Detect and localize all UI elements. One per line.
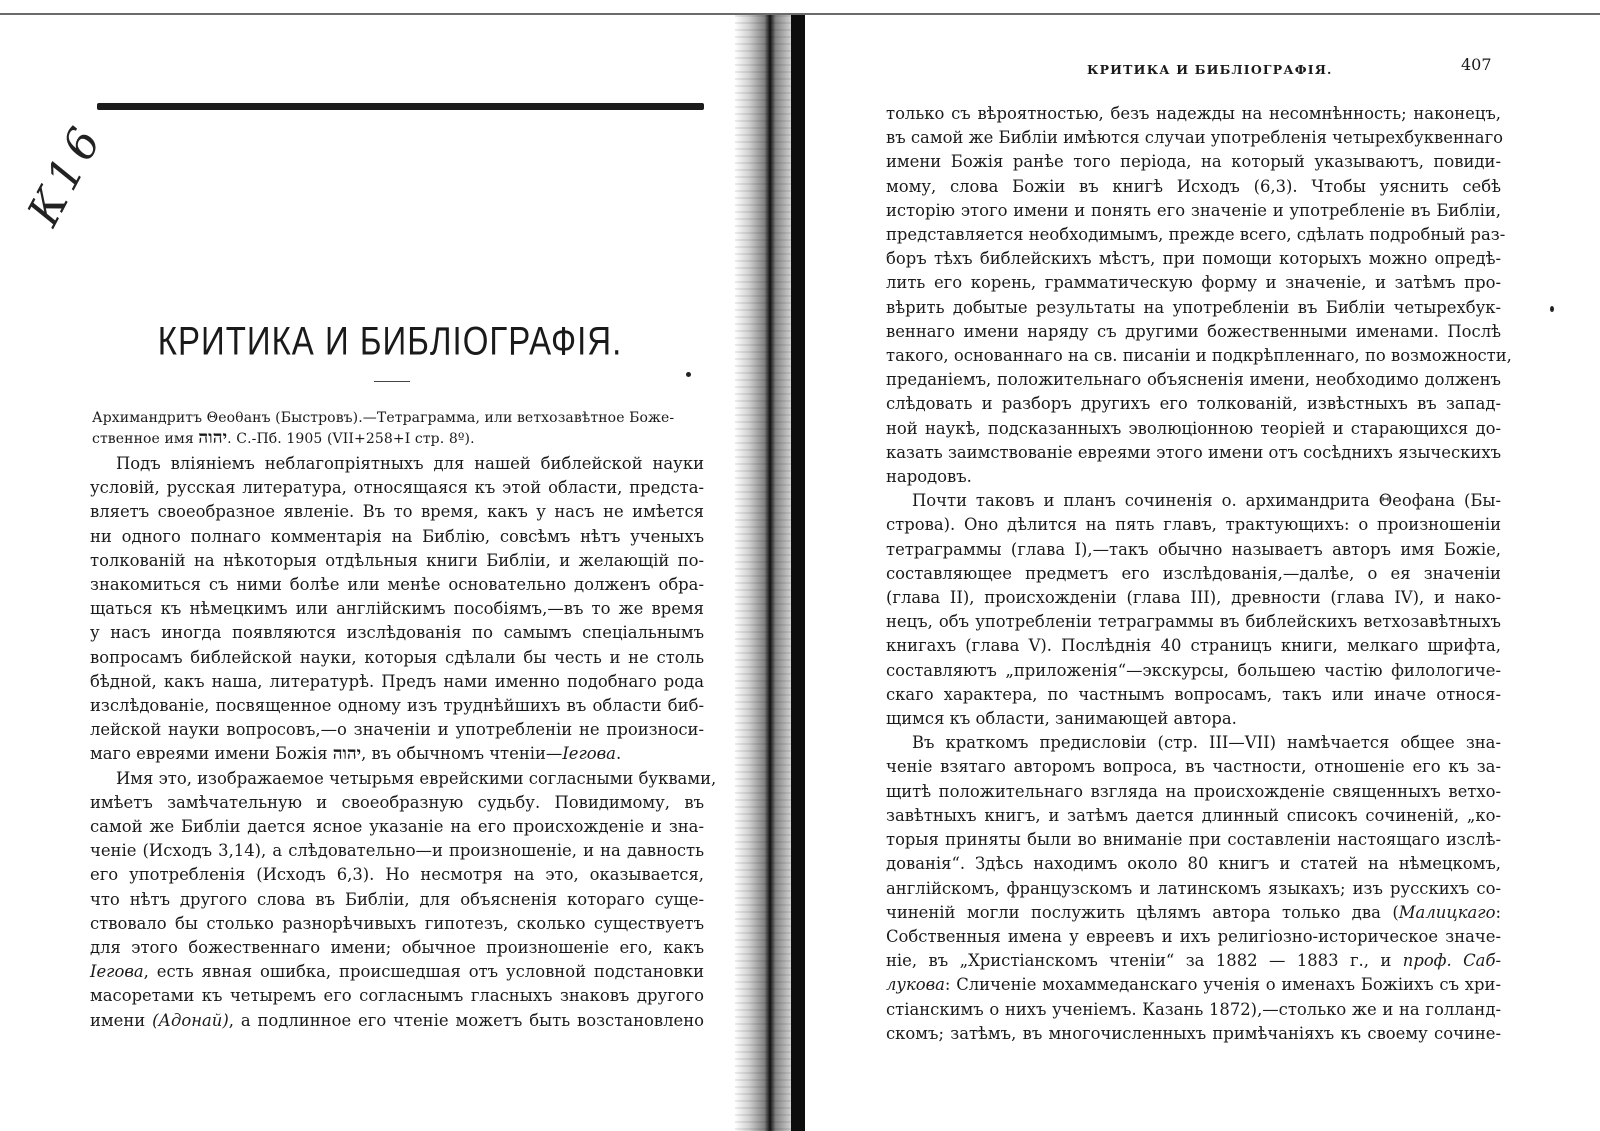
text-line: строва). Оно дѣлится на пять главъ, трактующихъ: о произношеніи xyxy=(886,515,1501,535)
text-line: толкованій на нѣкоторыя отдѣльныя книги Библіи, и желающій по- xyxy=(90,550,704,570)
text-line: ни одного полнаго комментарія на Библію, совсѣмъ нѣтъ ученыхъ xyxy=(90,526,704,546)
text-line: щимся къ области, занимающей автора. xyxy=(886,709,1237,729)
text-line: самой же Библіи дается ясное указаніе на его происхожденіе и зна- xyxy=(90,817,704,837)
book-spine-shadow xyxy=(791,15,805,1131)
text-line: народовъ. xyxy=(886,467,972,487)
right-body-text xyxy=(886,102,1512,1046)
text-line: имѣетъ замѣчательную и своеобразную судьбу. Повидимому, въ xyxy=(90,792,704,812)
text-line: Почти таковъ и планъ сочиненія о. архимандрита Θеофана (Бы- xyxy=(912,491,1501,511)
text-line: масоретами къ четыремъ его согласнымъ гласныхъ знаковъ другого xyxy=(90,986,704,1006)
text-line: Подъ вліяніемъ неблагопріятныхъ для нашей библейской науки xyxy=(116,454,704,473)
text-line: боръ тѣхъ библейскихъ мѣстъ, при помощи которыхъ можно опредѣ- xyxy=(886,249,1501,269)
text-line: составляющее предметъ его изслѣдованія,—далѣе, о ея значеніи xyxy=(886,563,1501,583)
text-line: Іегова, есть явная ошибка, происшедшая отъ условной подстановки xyxy=(90,962,704,982)
text-line: лить его корень, грамматическую форму и значеніе, и затѣмъ про- xyxy=(886,273,1501,293)
text-line: исторію этого имени и понять его значеніе и употребленіе въ Библіи, xyxy=(886,200,1501,220)
text-line: ченіе взятаго авторомъ вопроса, въ частности, отношеніе его къ за- xyxy=(886,757,1501,777)
text-line: скомъ; затѣмъ, въ многочисленныхъ примѣчаніяхъ къ своему сочине- xyxy=(886,1023,1501,1043)
text-line: завѣтныхъ книгъ, и затѣмъ дается длинный списокъ сочиненій, „ко- xyxy=(886,805,1501,825)
text-line: ствовало бы столько разнорѣчивыхъ гипотезъ, сколько существуетъ xyxy=(90,913,704,933)
text-line: мому, слова Божіи въ книгѣ Исходъ (6,3). Чтобы уяснить себѣ xyxy=(886,176,1501,196)
text-line: стіанскимъ о нихъ ученіемъ. Казань 1872),—столько же и на голланд- xyxy=(886,999,1501,1019)
text-line: Въ краткомъ предисловіи (стр. III—VII) намѣчается общее зна- xyxy=(912,733,1501,753)
text-line: тетраграммы (глава I),—такъ обычно называетъ авторъ имя Божіе, xyxy=(886,539,1501,559)
text-line: имени Божія ранѣе того періода, на который указываютъ, повиди- xyxy=(886,152,1501,172)
page-number: 407 xyxy=(1461,55,1492,74)
book-citation xyxy=(92,408,704,449)
handwritten-margin-note: К16 xyxy=(18,114,114,234)
left-body-text xyxy=(90,452,717,1033)
text-line: слѣдовать и разборъ другихъ его толкованій, извѣстныхъ въ запад- xyxy=(886,394,1501,414)
text-line: бѣдной, какъ наша, литературѣ. Предъ нами именно подобнаго рода xyxy=(90,671,704,691)
text-line: Имя это, изображаемое четырьмя еврейскими согласными буквами, xyxy=(116,768,717,788)
text-line: англійскомъ, французскомъ и латинскомъ языкахъ; изъ русскихъ со- xyxy=(886,878,1501,898)
text-line: чиненій могли послужить цѣлямъ автора только два (Малицкаго: xyxy=(886,902,1501,922)
text-line: что нѣтъ другого слова въ Библіи, для объясненія котораго суще- xyxy=(90,889,704,909)
text-line: казать заимствованіе евреями этого имени отъ сосѣднихъ языческихъ xyxy=(886,442,1501,462)
text-line: маго евреями имени Божія יהוה, въ обычномъ чтеніи—Іегова. xyxy=(90,744,622,765)
left-page xyxy=(0,0,740,1131)
text-line: Собственныя имена у евреевъ и ихъ религіозно-историческое значе- xyxy=(886,926,1501,946)
text-line: его употребленія (Исходъ 6,3). Но несмотря на это, оказывается, xyxy=(90,865,704,885)
text-line: книгахъ (глава V). Послѣднія 40 страницъ книги, мелкаго шрифта, xyxy=(886,636,1501,656)
title-divider xyxy=(374,381,410,382)
text-line: составляютъ „приложенія“—экскурсы, большею частію филологиче- xyxy=(886,660,1501,680)
text-line: (глава II), происхожденіи (глава III), древности (глава IV), и нако- xyxy=(886,588,1501,608)
citation-line-2: ственное имя יהוה. С.-Пб. 1905 (VII+258+I стр. 8º). xyxy=(92,428,475,448)
text-line: условій, русская литература, относящаяся къ этой области, предста- xyxy=(90,478,704,498)
header-rule xyxy=(97,103,704,110)
text-line: въ самой же Библіи имѣются случаи употребленія четырехбуквеннаго xyxy=(886,128,1504,148)
text-line: только съ вѣроятностью, безъ надежды на несомнѣнность; наконецъ, xyxy=(886,104,1501,123)
text-line: знакомиться съ ними болѣе или менѣе основательно долженъ обра- xyxy=(90,575,704,595)
ink-spot xyxy=(686,372,691,377)
text-line: для этого божественнаго имени; обычное произношеніе его, какъ xyxy=(90,938,704,958)
text-line: ченіе (Исходъ 3,14), а слѣдовательно—и произношеніе, и на давность xyxy=(90,841,704,861)
running-head: КРИТИКА И БИБЛІОГРАФІЯ. xyxy=(1087,62,1333,77)
tetragrammaton: יהוה xyxy=(198,428,228,448)
text-line: нецъ, объ употребленіи тетраграммы въ библейскихъ ветхозавѣтныхъ xyxy=(886,612,1501,632)
text-line: лукова: Сличеніе мохаммеданскаго ученія о именахъ Божіихъ съ хри- xyxy=(886,975,1501,995)
text-line: ной наукѣ, подсказанныхъ эволюціонною теоріей и старающихся до- xyxy=(886,418,1501,438)
text-line: лейской науки вопросовъ,—о значеніи и употребленіи не произноси- xyxy=(90,720,704,740)
text-line: имени (Адонай), а подлинное его чтеніе можетъ быть возстановлено xyxy=(90,1010,704,1030)
text-line: веннаго имени наряду съ другими божественными именами. Послѣ xyxy=(886,321,1501,341)
text-line: щитѣ положительнаго взгляда на происхожденіе священныхъ ветхо- xyxy=(886,781,1501,801)
tetragrammaton-inline: יהוה xyxy=(332,744,362,765)
citation-line-1: Архимандритъ Θеоθанъ (Быстровъ).—Тетраграмма, или ветхозавѣтное Боже- xyxy=(92,410,675,426)
text-line: скаго характера, по частнымъ вопросамъ, такъ или иначе относя- xyxy=(886,684,1501,704)
section-title: КРИТИКА И БИБЛІОГРАФІЯ. xyxy=(157,318,623,364)
text-line: представляется необходимымъ, прежде всего, сдѣлать подробный раз- xyxy=(886,225,1506,245)
text-line: у насъ иногда появляются изслѣдованія по самымъ спеціальнымъ xyxy=(90,623,704,643)
text-line: такого, основаннаго на св. писаніи и подкрѣпленнаго, по возможности, xyxy=(886,346,1512,366)
text-line: изслѣдованіе, посвященное одному изъ труднѣйшихъ въ области биб- xyxy=(90,696,704,716)
text-line: дованія“. Здѣсь находимъ около 80 книгъ и статей на нѣмецкомъ, xyxy=(886,854,1501,874)
text-line: торыя приняты были во вниманіе при составленіи настоящаго изслѣ- xyxy=(886,830,1501,850)
text-line: вѣрить добытые результаты на употребленіи въ Библіи четырехбук- xyxy=(886,297,1501,317)
text-line: вляетъ своеобразное явленіе. Въ то время, какъ у насъ не имѣется xyxy=(90,502,704,522)
text-line: преданіемъ, положительнаго объясненія имени, необходимо долженъ xyxy=(886,370,1501,390)
ink-spot xyxy=(1550,306,1554,312)
text-line: вопросамъ библейской науки, которыя сдѣлали бы честь и не столь xyxy=(90,647,704,667)
text-line: щаться къ нѣмецкимъ или англійскимъ пособіямъ,—въ то же время xyxy=(90,599,704,619)
text-line: ніе, въ „Христіанскомъ чтеніи“ за 1882 — 1883 г., и проф. Саб- xyxy=(886,951,1502,971)
